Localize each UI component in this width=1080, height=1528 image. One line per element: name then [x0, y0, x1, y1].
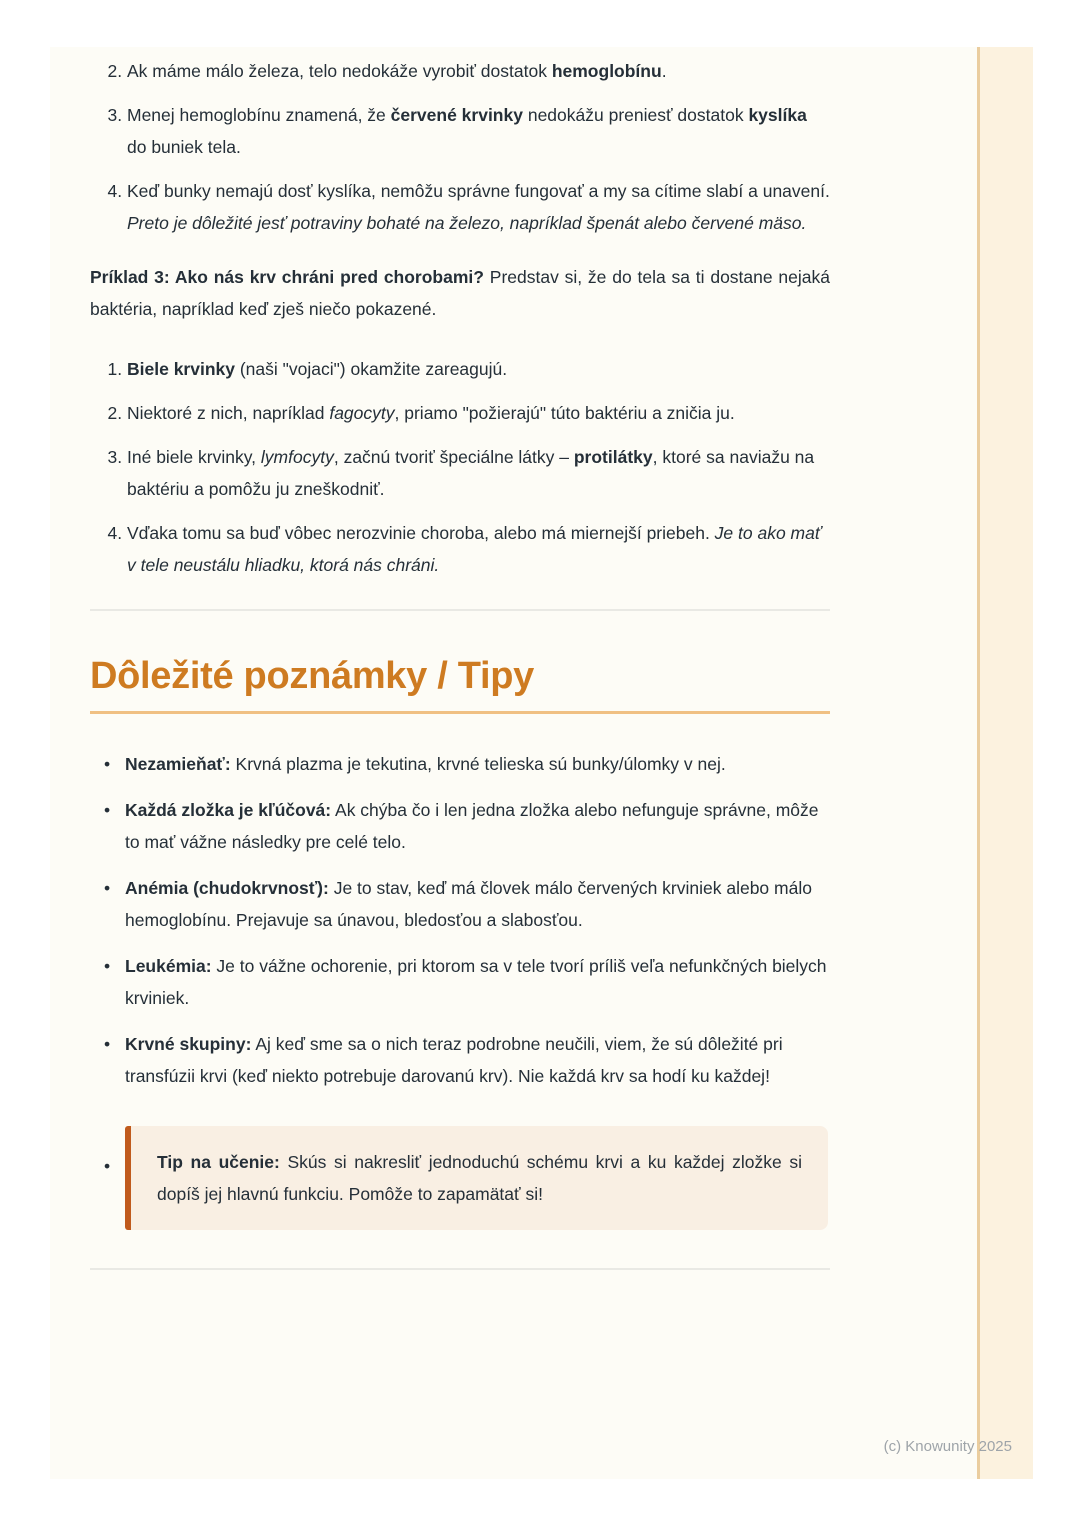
document-page	[50, 47, 1033, 1479]
text-segment: hemoglobínu	[551, 61, 662, 81]
copyright-notice: (c) Knowunity 2025	[883, 1438, 1012, 1455]
text-segment: Leukémia:	[125, 956, 212, 976]
text-segment: Ak máme málo železa, telo nedokáže vyrobiť dostatok	[127, 61, 552, 81]
iron-numbered-list	[90, 55, 830, 239]
text-segment: Predstav si, že do tela sa ti dostane nejaká baktéria, napríklad keď zješ niečo pokazené.	[90, 267, 830, 319]
bottom-divider	[90, 1268, 830, 1270]
tip-callout-box	[125, 1126, 828, 1230]
numbered-list-item	[127, 441, 830, 505]
defense-numbered-list	[90, 353, 830, 581]
text-segment: protilátky	[573, 447, 653, 467]
text-segment: , priamo "požierajú" túto baktériu a zničia ju.	[394, 403, 735, 423]
text-segment: Ak chýba čo i len jedna zložka alebo nefunguje správne, môže to mať vážne následky pre celé telo.	[125, 800, 819, 852]
text-segment: Niektoré z nich, napríklad	[127, 403, 330, 423]
text-segment: fagocyty	[329, 403, 395, 423]
bullet-list-item	[125, 872, 830, 936]
text-segment: Iné biele krvinky,	[127, 447, 261, 467]
text-segment: Skús si nakresliť jednoduchú schému krvi a ku každej zložke si dopíš jej hlavnú funkciu. Pomôže to zapamätať si!	[157, 1152, 802, 1204]
bullet-list-item	[125, 1126, 830, 1230]
text-segment: Tip na učenie:	[157, 1152, 280, 1172]
text-segment: Keď bunky nemajú dosť kyslíka, nemôžu správne fungovať a my sa cítime slabí a unavení.	[127, 181, 830, 201]
text-segment: (naši "vojaci") okamžite zareagujú.	[234, 359, 508, 379]
text-segment: , začnú tvoriť špeciálne látky –	[333, 447, 574, 467]
text-segment: Biele krvinky	[127, 359, 235, 379]
text-segment: Krvná plazma je tekutina, krvné telieska sú bunky/úlomky v nej.	[230, 754, 726, 774]
bullet-list-item	[125, 794, 830, 858]
text-segment: lymfocyty	[260, 447, 334, 467]
example-3-paragraph	[90, 261, 830, 325]
text-segment: Preto je dôležité jesť potraviny bohaté na železo, napríklad špenát alebo červené mäso.	[127, 213, 807, 233]
text-segment: Krvné skupiny:	[125, 1034, 252, 1054]
numbered-list-item	[127, 55, 830, 87]
text-segment: Anémia (chudokrvnosť):	[125, 878, 329, 898]
numbered-list-item	[127, 99, 830, 163]
numbered-list-item	[127, 175, 830, 239]
text-segment: , ktoré sa naviažu na baktériu a pomôžu ju zneškodniť.	[127, 447, 815, 499]
bullet-list-item	[125, 950, 830, 1014]
numbered-list-item	[127, 353, 830, 385]
bullet-list-item	[125, 748, 830, 780]
text-segment: do buniek tela.	[127, 137, 241, 157]
tip-bullet-list	[90, 1126, 830, 1230]
page-content	[90, 47, 830, 1270]
text-segment: Nezamieňať:	[125, 754, 231, 774]
text-segment: .	[661, 61, 667, 81]
text-segment: nedokážu preniesť dostatok	[522, 105, 749, 125]
section-divider	[90, 609, 830, 611]
notes-bullet-list	[90, 748, 830, 1092]
numbered-list-item	[127, 397, 830, 429]
title-underline	[90, 711, 830, 714]
text-segment: Je to stav, keď má človek málo červených krviniek alebo málo hemoglobínu. Prejavuje sa únavou, bledosťou a slabosťou.	[125, 878, 812, 930]
text-segment: kyslíka	[748, 105, 807, 125]
decorative-side-band	[977, 47, 1033, 1479]
text-segment: červené krvinky	[390, 105, 523, 125]
text-segment: Je to ako mať v tele neustálu hliadku, ktorá nás chráni.	[127, 523, 822, 575]
text-segment: Menej hemoglobínu znamená, že	[127, 105, 391, 125]
numbered-list-item	[127, 517, 830, 581]
text-segment: Príklad 3: Ako nás krv chráni pred chorobami?	[90, 267, 484, 287]
notes-section-title: Dôležité poznámky / Tipy	[90, 655, 534, 697]
bullet-list-item	[125, 1028, 830, 1092]
text-segment: Aj keď sme sa o nich teraz podrobne neučili, viem, že sú dôležité pri transfúzii krvi (keď niekto potrebuje darovanú krv). Nie každá krv sa hodí ku každej!	[125, 1034, 783, 1086]
text-segment: Je to vážne ochorenie, pri ktorom sa v tele tvorí príliš veľa nefunkčných bielych krviniek.	[125, 956, 827, 1008]
text-segment: Každá zložka je kľúčová:	[125, 800, 332, 820]
text-segment: Vďaka tomu sa buď vôbec nerozvinie choroba, alebo má miernejší priebeh.	[127, 523, 715, 543]
